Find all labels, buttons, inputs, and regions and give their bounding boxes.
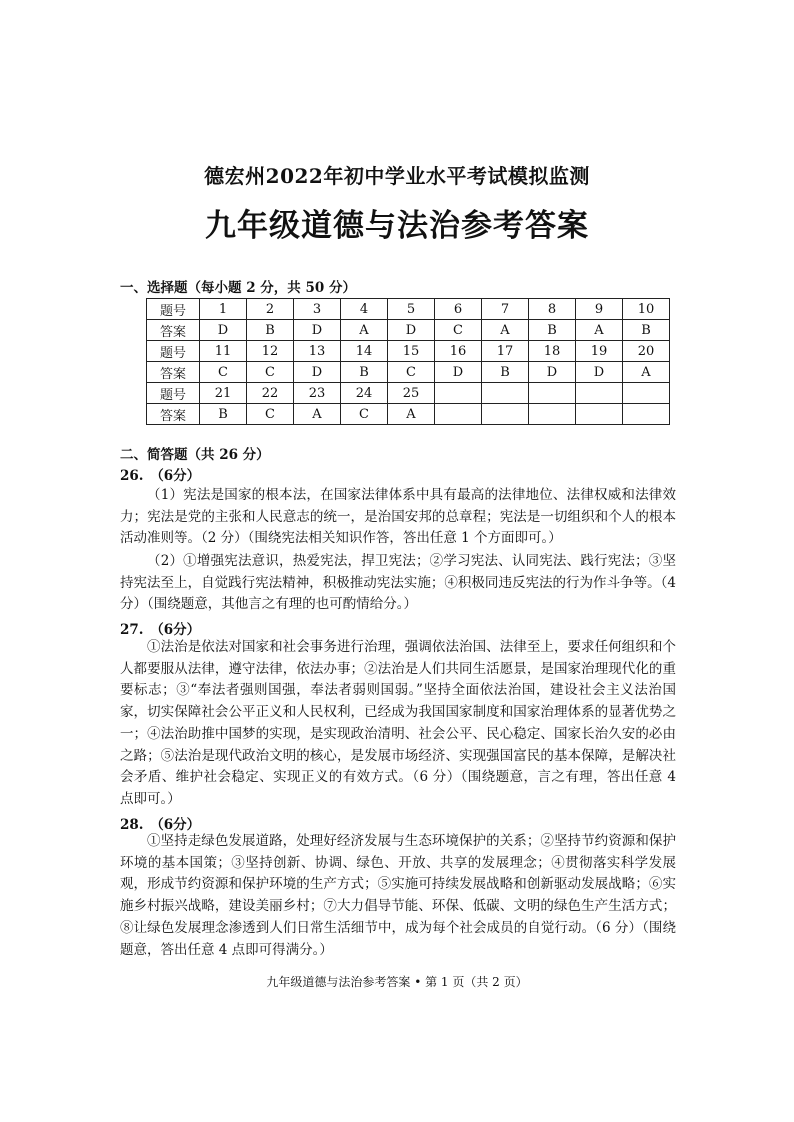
table-cell: 2 <box>247 299 294 320</box>
section-short-answer-heading: 二、简答题（共 26 分） <box>120 447 270 463</box>
section-choice-heading: 一、选择题（每小题 2 分，共 50 分） <box>120 280 356 296</box>
table-cell <box>482 404 529 425</box>
table-cell: 6 <box>435 299 482 320</box>
table-cell <box>482 383 529 404</box>
table-cell: 9 <box>576 299 623 320</box>
table-row <box>147 299 670 320</box>
table-row <box>147 320 670 341</box>
table-cell: 12 <box>247 341 294 362</box>
exam-title: 德宏州2022年初中学业水平考试模拟监测 <box>204 164 590 188</box>
table-cell: D <box>200 320 247 341</box>
table-cell: 10 <box>623 299 670 320</box>
table-cell <box>529 383 576 404</box>
table-cell <box>576 404 623 425</box>
question-28-answer: ①坚持走绿色发展道路，处理好经济发展与生态环境保护的关系；②坚持节约资源和保护环境的基本国策；③坚持创新、协调、绿色、开放、共享的发展理念；④贯彻落实科学发展观，形成节约资源和保护环境的生产方式；⑤实施可持续发展战略和创新驱动发展战略；⑥实施乡村振兴战略，建设美丽乡村；⑦大力倡导节能、环保、低碳、文明的绿色生产生活方式；⑧让绿色发展理念渗透到人们日常生活细节中，成为每个社会成员的自觉行动。（6 分）（围绕题意，答出任意 4 点即可得满分。） <box>120 833 676 958</box>
table-cell: 21 <box>200 383 247 404</box>
table-cell: B <box>623 320 670 341</box>
table-cell: 5 <box>388 299 435 320</box>
table-cell: B <box>200 404 247 425</box>
table-cell: A <box>482 320 529 341</box>
table-cell: A <box>576 320 623 341</box>
question-26-answer-1: （1）宪法是国家的根本法，在国家法律体系中具有最高的法律地位、法律权威和法律效力；宪法是党的主张和人民意志的统一，是治国安邦的总章程；宪法是一切组织和个人的根本活动准则等。（2 分）（围绕宪法相关知识作答，答出任意 1 个方面即可。） <box>120 487 676 547</box>
table-cell: C <box>435 320 482 341</box>
table-cell: C <box>247 404 294 425</box>
table-cell: A <box>623 362 670 383</box>
table-cell: 13 <box>294 341 341 362</box>
table-cell: B <box>529 320 576 341</box>
table-cell: D <box>435 362 482 383</box>
table-cell: 23 <box>294 383 341 404</box>
table-cell: C <box>341 404 388 425</box>
table-cell <box>435 404 482 425</box>
table-row-header: 答案 <box>147 404 200 425</box>
table-cell <box>576 383 623 404</box>
question-26-answer-2: （2）①增强宪法意识，热爱宪法，捍卫宪法；②学习宪法、认同宪法、践行宪法；③坚持宪法至上，自觉践行宪法精神，积极推动宪法实施；④积极同违反宪法的行为作斗争等。（4 分）（围绕题意，其他言之有理的也可酌情给分。） <box>120 553 676 613</box>
table-cell: D <box>576 362 623 383</box>
table-cell: A <box>388 404 435 425</box>
table-cell: 25 <box>388 383 435 404</box>
table-cell: 14 <box>341 341 388 362</box>
table-cell: 15 <box>388 341 435 362</box>
table-cell: D <box>294 320 341 341</box>
table-row <box>147 362 670 383</box>
page-title: 九年级道德与法治参考答案 <box>205 208 589 244</box>
table-cell: A <box>341 320 388 341</box>
table-cell: C <box>247 362 294 383</box>
table-cell: A <box>294 404 341 425</box>
table-cell: D <box>388 320 435 341</box>
table-cell: D <box>529 362 576 383</box>
table-cell <box>623 383 670 404</box>
table-cell: C <box>388 362 435 383</box>
table-cell: B <box>482 362 529 383</box>
table-cell: 11 <box>200 341 247 362</box>
table-cell: C <box>200 362 247 383</box>
table-cell: 17 <box>482 341 529 362</box>
table-cell: 22 <box>247 383 294 404</box>
table-cell: B <box>247 320 294 341</box>
question-27-answer: ①法治是依法对国家和社会事务进行治理，强调依法治国、法律至上，要求任何组织和个人都要服从法律，遵守法律，依法办事；②法治是人们共同生活愿景，是国家治理现代化的重要标志；③“奉法者强则国强，奉法者弱则国弱。”坚持全面依法治国，建设社会主义法治国家，切实保障社会公平正义和人民权利，已经成为我国国家制度和国家治理体系的显著优势之一；④法治助推中国梦的实现，是实现政治清明、社会公平、民心稳定、国家长治久安的必由之路；⑤法治是现代政治文明的核心，是发展市场经济、实现强国富民的基本保障，是解决社会矛盾、维护社会稳定、实现正义的有效方式。（6 分）（围绕题意，言之有理，答出任意 4 点即可。） <box>120 639 676 807</box>
answer-table <box>146 298 670 425</box>
table-cell: 1 <box>200 299 247 320</box>
question-28-heading: 28. （6分） <box>120 817 201 833</box>
table-cell: 20 <box>623 341 670 362</box>
table-row <box>147 341 670 362</box>
table-row <box>147 383 670 404</box>
question-27-heading: 27. （6分） <box>120 622 201 638</box>
table-row-header: 题号 <box>147 299 200 320</box>
table-cell: 18 <box>529 341 576 362</box>
table-cell <box>435 383 482 404</box>
table-row <box>147 404 670 425</box>
table-cell: B <box>341 362 388 383</box>
table-cell: 24 <box>341 383 388 404</box>
table-cell: D <box>294 362 341 383</box>
table-row-header: 题号 <box>147 383 200 404</box>
table-cell: 16 <box>435 341 482 362</box>
table-cell: 8 <box>529 299 576 320</box>
table-row-header: 题号 <box>147 341 200 362</box>
table-row-header: 答案 <box>147 320 200 341</box>
table-cell: 3 <box>294 299 341 320</box>
table-cell <box>623 404 670 425</box>
table-cell: 19 <box>576 341 623 362</box>
table-cell: 7 <box>482 299 529 320</box>
table-cell: 4 <box>341 299 388 320</box>
table-cell <box>529 404 576 425</box>
page-footer: 九年级道德与法治参考答案 • 第 1 页（共 2 页） <box>266 975 528 989</box>
question-26-heading: 26. （6分） <box>120 468 201 484</box>
table-row-header: 答案 <box>147 362 200 383</box>
